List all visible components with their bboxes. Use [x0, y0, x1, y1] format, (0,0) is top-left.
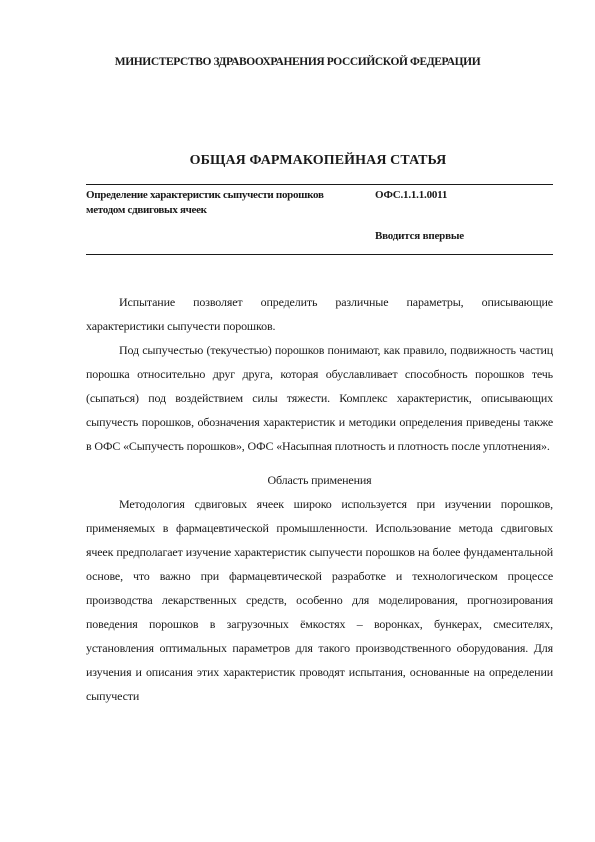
article-status: Вводится впервые — [375, 230, 464, 242]
section-heading: Область применения — [267, 473, 372, 487]
bottom-divider — [86, 254, 553, 255]
article-type-title: ОБЩАЯ ФАРМАКОПЕЙНАЯ СТАТЬЯ — [189, 153, 447, 168]
body-paragraph: Под сыпучестью (текучестью) порошков понимают, как правило, подвижность частиц порошка относительно друг друга, которая обуславливает способность порошков течь (сыпаться) под воздействием силы тяжести. Комплекс характеристик, описывающих сыпучесть порошков, обозначения характеристик и методики определения приведены также в ОФС «Сыпучесть порошков», ОФС «Насыпная плотность и плотность после уплотнения». — [86, 343, 553, 453]
top-divider — [86, 184, 553, 185]
article-code: ОФС.1.1.1.0011 — [375, 189, 448, 201]
article-title: Определение характеристик сыпучести порошков методом сдвиговых ячеек — [86, 189, 324, 216]
body-paragraph: Испытание позволяет определить различные параметры, описывающие характеристики сыпучести порошков. — [86, 295, 553, 333]
body-paragraph: Методология сдвиговых ячеек широко используется при изучении порошков, применяемых в фармацевтической промышленности. Использование метода сдвиговых ячеек предполагает изучение характеристик сыпучести порошков на более фундаментальной основе, что важно при фармацевтической разработке и технологическом процессе производства лекарственных средств, особенно для моделирования, прогнозирования поведения порошков в загрузочных ёмкостях – воронках, бункерах, смесителях, установления оптимальных параметров для такого производственного оборудования. Для изучения и описания этих характеристик проводят испытания, основанные на определении сыпучести — [86, 497, 553, 703]
ministry-header: МИНИСТЕРСТВО ЗДРАВООХРАНЕНИЯ РОССИЙСКОЙ ФЕДЕРАЦИИ — [114, 56, 481, 68]
article-body — [86, 290, 553, 708]
